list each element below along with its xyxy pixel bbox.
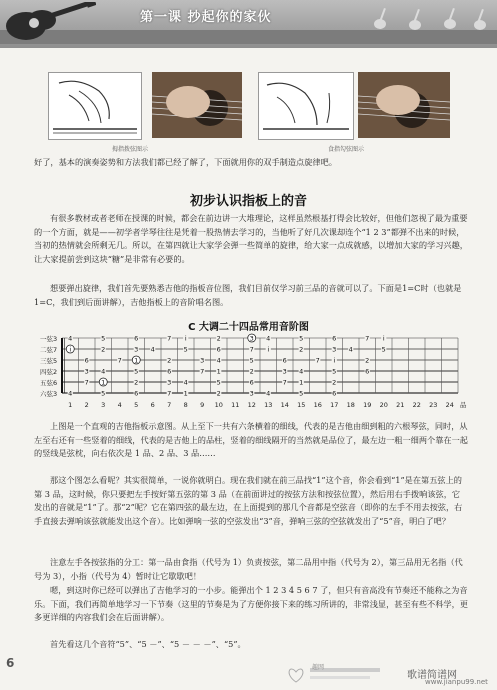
- string-label: 三弦5: [40, 357, 58, 365]
- fret-number: 22: [412, 401, 421, 409]
- paragraph-6: 嗯，到这时你已经可以弹出了吉他学习的一小步。能弹出个 1 2 3 4 5 6 7 了，但只有音高没有节奏还不能称之为音乐。下面，我们再简单地学习一下节奏（这里的节奏是为了方便你接下来的练习所讲的，非常浅显，甚至有些不科学，更多更详细的内容我们会在后面讲解）。: [34, 585, 468, 623]
- note-label: 2: [365, 356, 370, 365]
- note-label: 1: [299, 378, 304, 387]
- index-hook-photo: [358, 72, 450, 138]
- note-label: 2: [332, 378, 337, 387]
- note-label: 6: [332, 334, 337, 343]
- paragraph-7: 首先看这几个音符“5”、“5 －”、“5 － － －”、“5”。: [50, 639, 246, 649]
- fret-number: 21: [396, 401, 405, 409]
- note-label: 2: [216, 389, 221, 398]
- note-label: 1: [216, 367, 221, 376]
- paragraph-1: 有很多教材或者老师在授课的时候，都会在前边讲一大堆理论，这样虽然根基打得会比较好，但他们忽视了最为重要的一个方面，就是——初学者学琴往往是凭着一股热情去学习的，当他听了好几次课却连个“1 2 3”都弹不出来的时候，当初的热情就会所剩无几。所以，在第四就让大家学会弹一些简单的旋律，给大家一点成就感，以增加大家的学习兴趣，让大家提前尝到这块“糖”是非常有必要的。: [34, 213, 468, 264]
- note-label: 7: [282, 378, 287, 387]
- fret-number: 10: [214, 401, 223, 409]
- note-label: 5: [381, 345, 386, 354]
- fret-number: 24: [445, 401, 454, 409]
- note-label: 3: [282, 367, 287, 376]
- note-label: 7: [315, 356, 320, 365]
- note-label: 4: [101, 367, 106, 376]
- note-label: 2: [299, 345, 304, 354]
- note-label: 3: [249, 334, 254, 343]
- fret-number: 4: [117, 401, 122, 409]
- note-label: 2: [101, 345, 106, 354]
- string-label: 一弦3: [40, 335, 58, 343]
- fret-number: 3: [101, 401, 106, 409]
- note-label: 6: [216, 345, 221, 354]
- note-label: 7: [167, 334, 172, 343]
- note-label: 4: [266, 334, 271, 343]
- note-label: 7: [200, 367, 205, 376]
- note-label: 4: [299, 367, 304, 376]
- fret-number: 18: [346, 401, 355, 409]
- page-header: [0, 0, 497, 48]
- section-title: 初步认识指板上的音: [189, 194, 307, 209]
- note-label: 1: [183, 389, 188, 398]
- note-label: 5: [101, 334, 106, 343]
- index-hook-sketch: [258, 72, 354, 140]
- note-label: 6: [167, 367, 172, 376]
- fret-number: 19: [363, 401, 372, 409]
- fretboard-diagram: [40, 332, 480, 414]
- note-label: i: [382, 334, 385, 343]
- fret-unit: 品: [460, 401, 467, 409]
- watermark-url[interactable]: www.jianpu99.net: [425, 678, 488, 686]
- note-label: 3: [200, 356, 205, 365]
- note-label: 3: [134, 345, 139, 354]
- intro-paragraph: 好了，基本的演奏姿势和方法我们都已经了解了，下面就用你的双手制造点旋律吧。: [34, 157, 337, 167]
- note-label: 2: [134, 378, 139, 387]
- note-label: 1: [101, 378, 106, 387]
- note-label: 7: [84, 378, 89, 387]
- note-label: 3: [249, 389, 254, 398]
- fret-number: 2: [84, 401, 89, 409]
- note-label: 7: [167, 389, 172, 398]
- fret-number: 6: [150, 401, 155, 409]
- note-label: 4: [183, 378, 188, 387]
- fret-number: 1: [68, 401, 73, 409]
- note-label: 4: [68, 334, 73, 343]
- note-label: 6: [84, 356, 89, 365]
- note-label: 5: [101, 389, 106, 398]
- note-label: 6: [365, 367, 370, 376]
- paragraph-5: 注意左手各按弦指的分工：第一品由食指（代号为 1）负责按弦，第二品用中指（代号为 2），第三品用无名指（代号为 3），小指（代号为 4）暂时让它歇歇吧！: [34, 557, 463, 581]
- string-label: 六弦3: [40, 390, 58, 398]
- note-label: 4: [266, 389, 271, 398]
- guitar-silhouettes-icon: [360, 4, 490, 32]
- note-label: 1: [134, 356, 139, 365]
- note-label: 5: [183, 345, 188, 354]
- fret-number: 15: [297, 401, 306, 409]
- fret-number: 16: [313, 401, 322, 409]
- thumb-pluck-sketch: [48, 72, 142, 140]
- fret-number: 17: [330, 401, 339, 409]
- note-label: 5: [216, 378, 221, 387]
- note-label: 4: [150, 345, 155, 354]
- note-label: 2: [216, 334, 221, 343]
- note-label: 6: [332, 389, 337, 398]
- fret-number: 23: [429, 401, 438, 409]
- fret-number: 20: [379, 401, 388, 409]
- watermark-text[interactable]: 歌谱简谱网: [407, 670, 457, 681]
- fret-number: 9: [200, 401, 205, 409]
- chart-title: C 大调二十四品常用音阶图: [188, 322, 309, 333]
- footer-heart-logo-icon: [288, 660, 388, 686]
- fret-number: 12: [247, 401, 256, 409]
- note-label: 2: [249, 367, 254, 376]
- fret-number: 14: [280, 401, 289, 409]
- note-label: 5: [299, 334, 304, 343]
- note-label: 5: [332, 367, 337, 376]
- note-label: i: [184, 334, 187, 343]
- note-label: i: [333, 356, 336, 365]
- note-label: 4: [348, 345, 353, 354]
- fret-number: 7: [167, 401, 172, 409]
- lesson-title: 第一课 抄起你的家伙: [140, 10, 272, 25]
- note-label: 4: [216, 356, 221, 365]
- string-label: 二弦7: [40, 346, 58, 354]
- note-label: 6: [134, 334, 139, 343]
- paragraph-4: 那这个图怎么看呢？其实很简单，一说你就明白。现在我们就在前三品找“1”这个音，你会看到“1”是在第五弦上的第 3 品，这时候，你只要把左手按好第五弦的第 3 品（在前面讲过的按弦方法和按弦位置），然后用右手拨响该弦，它发出的音就是“1”了。那“2”呢？它在第四弦的最左边，在上面提到的那几个音都是空弦音（即你的左手不用去按弦，右手直接去弹响该弦就能发出这个音）。比如弹响一弦的空弦发出“3”音，弹响三弦的空弦就发出了“5”音，明白了吧？: [34, 475, 463, 526]
- guitar-logo-icon: [4, 2, 96, 44]
- note-label: 7: [249, 345, 254, 354]
- note-label: 3: [84, 367, 89, 376]
- note-label: 3: [167, 378, 172, 387]
- fret-number: 13: [264, 401, 273, 409]
- note-label: i: [69, 345, 72, 354]
- index-caption: 食指勾弦图示: [328, 146, 365, 153]
- footer-brand: 趣网: [312, 664, 325, 671]
- thumb-caption: 拇指拨弦图示: [112, 146, 149, 153]
- fret-number: 8: [183, 401, 188, 409]
- note-label: 5: [299, 389, 304, 398]
- fret-number: 5: [134, 401, 139, 409]
- note-label: 2: [167, 356, 172, 365]
- note-label: 4: [68, 389, 73, 398]
- note-label: 7: [365, 334, 370, 343]
- note-label: 5: [134, 367, 139, 376]
- note-label: 7: [117, 356, 122, 365]
- fret-number: 11: [231, 401, 240, 409]
- note-label: 5: [249, 356, 254, 365]
- paragraph-3: 上图是一个直观的吉他指板示意图。从上至下一共有六条横着的细线，代表的是吉他由细到粗的六根琴弦，同时，从左至右还有一些竖着的细线，代表的是吉他上的品柱，竖着的细线隔开的当然就是品位了，最左边一粗一细两个靠在一起的竖线是弦枕，向右依次是 1 品、2 品、3 品……: [34, 421, 468, 459]
- note-label: 6: [249, 378, 254, 387]
- note-label: i: [267, 345, 270, 354]
- note-label: 6: [282, 356, 287, 365]
- page-number: 6: [6, 656, 15, 670]
- note-label: 3: [332, 345, 337, 354]
- string-label: 四弦2: [40, 368, 58, 376]
- thumb-pluck-photo: [152, 72, 242, 138]
- string-label: 五弦6: [40, 379, 58, 387]
- paragraph-2: 想要弹出旋律，我们首先要熟悉吉他的指板音位图，我们目前仅学习前三品的音就可以了。下面是1=C时（也就是1=C，我们到后面讲解），吉他指板上的音阶唱名图。: [34, 283, 462, 307]
- note-label: 6: [134, 389, 139, 398]
